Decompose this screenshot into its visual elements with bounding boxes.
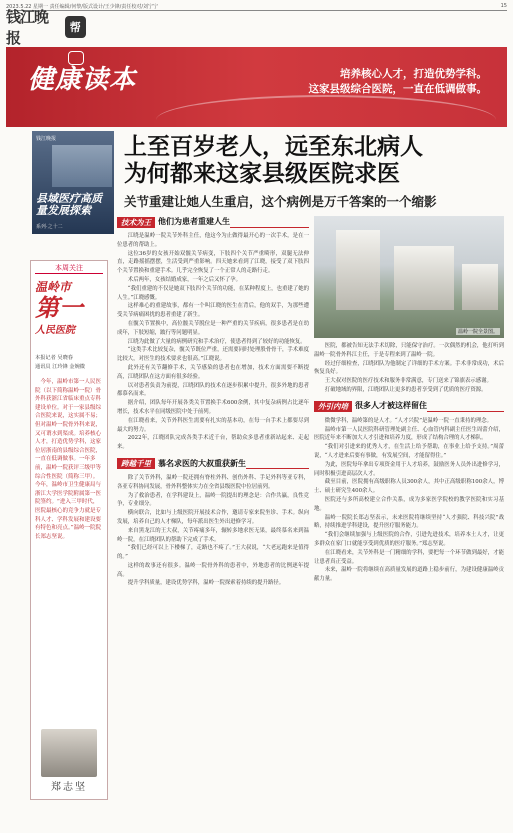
sidebar-big-line-1: 温岭市 (35, 280, 72, 294)
hospital-photo (314, 216, 504, 338)
article-column-2 (117, 214, 309, 814)
masthead (6, 8, 86, 47)
decorative-swoosh (156, 95, 496, 127)
portrait-photo (41, 729, 97, 777)
body-paragraph: 微微学科，温岭第的是人才。“人才兴院”是温岭一院一直秉持的理念。 (324, 417, 493, 424)
section-3-body (314, 417, 504, 584)
photo-caption: 温岭一院全景图。 (457, 329, 498, 335)
photo-building (462, 264, 498, 310)
section-rule (230, 217, 309, 228)
sidebar-big-line-3: 人民医院 (35, 325, 75, 336)
section-title: 慕名求医的大叔重获新生 (158, 458, 246, 468)
body-paragraph: 医院还与多所高校建立合作关系，成为多家医学院校的教学医院和实习基地。 (314, 496, 504, 512)
section-title: 他们为患者重建人生 (158, 216, 230, 226)
article-column-3 (314, 342, 504, 817)
body-paragraph: “这类手术比较复杂，髋关节既位严重，还需要同时处理股骨骨干，手术难度比较大，对医生的技术要求也很高。”江晓说。 (117, 347, 309, 363)
body-paragraph: 江晓为此做了大量的病例研究和手术治疗，使患者得到了较好的功能恢复。 (127, 338, 306, 345)
masthead-seal: 帮 (65, 16, 86, 38)
body-paragraph: 据介绍，团队每年开展各类关节置换手术600余例，其中复杂病例占比逐年增长，技术水平在同级医院中处于前列。 (117, 400, 309, 415)
body-paragraph: 未来，温岭一院将继续在高质量发展的道路上稳步前行，为建设健康温岭贡献力量。 (314, 567, 504, 583)
promo-brand: 钱江晚报 (36, 136, 57, 142)
body-paragraph: 王大叔对医院的医疗技术和服务非常满意，专门送来了锦旗表示感谢。 (324, 378, 492, 385)
section-1-body (117, 232, 309, 452)
body-paragraph: 除了关节外科，温岭一院还拥有脊柱外科、创伤外科、手足外科等亚专科，各亚专科协同发展，骨外科整体实力在全省县级医院中位居前列。 (117, 474, 309, 490)
sidebar-intro: 今年，温岭市第一人民医院（以下简称温岭一院）骨外科获浙江省临床重点专科建设单位。对于一家县级综合医院来说，这实属不易；但对温岭一院骨外科来说，又可谓水到渠成。培养核心人才，打造优势学科，这家位居浙南的县级综合医院，一直在低调做事。一年多前，温岭一院获评三级甲等综合性医院（简称三甲）。今年，温岭市卫生健康局与浙江大学医学院附属第一医院签约。“进入三甲时代，医院最核心的竞争力就是专科人才、学科发展和建设要有特色和亮点。”温岭一院院长郑志坚说。 (35, 379, 102, 540)
page-number: 15 (500, 3, 507, 9)
section-rule (427, 401, 504, 412)
article-subhead: 关节重建让她人生重启，这个病例是万千答案的一个缩影 (124, 194, 437, 209)
body-paragraph: 为此，医院每年拿出专项资金用于人才培养，鼓励医务人员外出进修学习，同时积极引进高层次人才。 (314, 461, 504, 477)
body-paragraph: 医院，都被告知无法手术切除，只能保守治疗。一次偶然的机会，他打听到温岭一院骨外科江主任，于是专程来到了温岭一院。 (314, 343, 504, 358)
body-paragraph: 提升学科质量，建设优势学科，温岭一院探索着持续的提升路径。 (127, 580, 285, 587)
article-headline (124, 134, 504, 188)
column-banner (6, 47, 507, 127)
section-title: 很多人才被这样留住 (355, 401, 427, 411)
column-title: 健康读本 (28, 65, 137, 95)
body-paragraph: 打破地域的界限，江晓团队让更多的患者享受到了优质的医疗资源。 (324, 386, 487, 393)
body-paragraph: 此外还有关节翻修手术，关节感染的患者也在增加，技术方面需要不断提高，江晓团队在这方面有很多经验。 (117, 364, 309, 380)
body-paragraph: 在髋关节置换中，高位髋关节脱位是一种严重的关节疾病，很多患者是在幼成年，下肢短缩，跛行等问题明显。 (117, 320, 309, 336)
sidebar-box (30, 260, 108, 800)
banner-slogan (309, 67, 488, 97)
section-tag: 外引内培 (314, 401, 352, 412)
body-paragraph: 在江晓看来，关节外科医生需要有扎实的基本功，在每一台手术上都要尽到最大的努力。 (117, 417, 309, 433)
body-paragraph: 江晓是温岭一院关节外科主任，他这今为止做得最开心的一次手术，是在一位患者的帮助上。 (117, 233, 309, 248)
section-tag: 技术为王 (117, 217, 155, 228)
body-paragraph: 这样难心的重建故事，都有一个叫江晓的医生在背后，他的双手，为那些遭受关节病痛困扰的患者重建了新生。 (117, 303, 309, 319)
headline-line-2: 为何都来这家县级医院求医 (124, 161, 400, 187)
promo-subtitle: 系列·之十二 (36, 224, 63, 230)
page-header-line (6, 2, 507, 11)
section-2-continued (314, 342, 504, 395)
body-paragraph: 术后两年，女孩结婚成家，一年之后又怀了孕。 (127, 276, 242, 283)
body-paragraph: “我们重建的不仅是她双下肢四个关节的功能，在某种程度上，也重建了她的人生。”江晓感慨。 (117, 285, 309, 301)
body-paragraph: 为了救治患者，在学科建设上，温岭一院提出的理念是：合作共赢，良性竞争，专业细分。 (117, 492, 309, 508)
photo-building (394, 246, 454, 310)
section-tag: 跨越千里 (117, 458, 155, 469)
body-paragraph: 来自黑龙江的王大叔，关节疼痛多年，辗转多地求医无果，最终慕名来到温岭一院，在江晓团队的帮助下完成了手术。 (117, 527, 309, 543)
body-paragraph: “我们已经可以上下楼梯了，走路也不疼了。”王大叔说，“大老远跑来是值得的。” (117, 545, 309, 561)
portrait-name: 郑志坚 (51, 782, 87, 793)
body-paragraph: “我们会继续加强与上级医院的合作，引进先进技术，培养本土人才，让更多群众在家门口就能享受到优质的医疗服务。”郑志坚说。 (314, 532, 504, 547)
issue-info: 2023.5.22 星期一 责任编辑/何黎/版式设计/王少锋/责任校对/刘宁宁 (6, 3, 159, 10)
section-rule (246, 458, 309, 469)
body-paragraph: 2022年，江晓团队完成各类手术近千台，帮助众多患者重新站起来、走起来。 (117, 435, 309, 451)
body-paragraph: 温岭一院院长郑志坚表示，未来医院将继续坚持“人才强院、科技兴院”战略，持续推进学科建设，提升医疗服务能力。 (314, 514, 504, 530)
byline (35, 354, 103, 372)
body-paragraph: 这样的故事还有很多。温岭一院骨外科的患者中，外地患者的比例逐年提高。 (117, 562, 309, 578)
body-paragraph: 在江晓看来，关节外科是一门精细的学科，要把每一个环节做到最好，才能让患者真正受益。 (314, 549, 504, 565)
headline-line-1: 上至百岁老人，远至东北病人 (124, 134, 423, 160)
sidebar-hospital-name (35, 278, 103, 336)
body-paragraph: 截至目前，医院拥有高级职称人员300余人，其中正高级职称100余人，博士、硕士研究生400余人。 (314, 479, 504, 495)
body-paragraph: 横向联合，比如与上级医院开展技术合作，邀请专家来院坐诊、手术。纵向发展，培养自己的人才梯队，每年派出医生外出进修学习。 (117, 510, 309, 525)
body-paragraph: 以对患者负责为前提，江晓团队的技术在逐步积累中提升，很多外地的患者都慕名而来。 (117, 382, 309, 398)
sidebar-big-line-2: 第一 (35, 294, 83, 322)
promo-image (52, 145, 112, 187)
slogan-line-2: 这家县级综合医院，一直在低调做事。 (308, 83, 487, 95)
body-paragraph: 这位36岁的女孩开始双髋关节病变，下肢四个关节严重畸形，双腿无法伸直，走路摇摇摆摆，生活受到严重影响。四天她来看到了江晓，接受了双下肢四个关节置换和重建手术。几乎完全恢复了一个正常人的走路行走。 (117, 250, 309, 275)
section-head-2 (117, 458, 309, 470)
body-paragraph: “我们对引进来的优秀人才，在生活上给予帮助，在事业上给予支持。”周蕾说，“人才进来后要有事做，有发展空间，才能留得住。” (314, 444, 504, 459)
slogan-line-1: 培养核心人才，打造优势学科。 (340, 68, 487, 80)
body-paragraph: 温岭市第一人民医院科研管理处副主任、心血管内科副主任医生周蕾介绍，医院近年来不断加大人才引进和培养力度，形成了结构合理的人才梯队。 (314, 426, 504, 442)
photo-building (336, 230, 380, 310)
promo-title: 县域医疗高质量发展探索 (36, 192, 102, 217)
byline-correspondent: 通讯员 江玲锋 金婉微 (35, 364, 85, 370)
body-paragraph: 经过仔细检查，江晓团队为他制定了详细的手术方案。手术非常成功，术后恢复良好。 (314, 360, 504, 376)
series-promo (32, 131, 114, 234)
sidebar-tag: 本周关注 (35, 263, 103, 274)
section-head-1 (117, 216, 309, 228)
section-2-body (117, 474, 309, 588)
byline-reporter: 本报记者 吴晓春 (35, 355, 73, 361)
masthead-logo: 钱江晚报 (6, 8, 49, 47)
section-head-3 (314, 401, 504, 413)
